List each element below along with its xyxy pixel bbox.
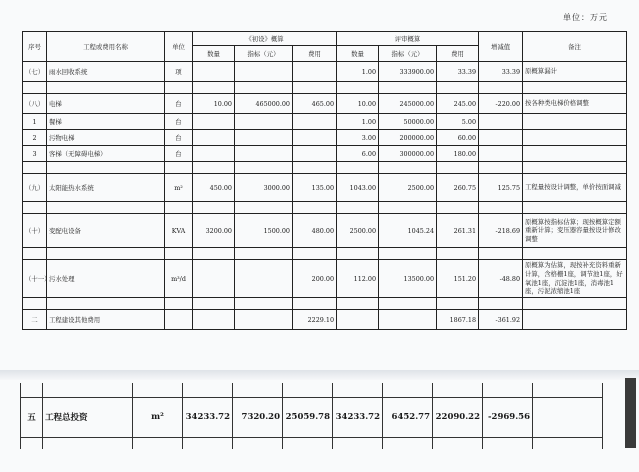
header-p-index: 指标（元） xyxy=(235,46,293,62)
total-diff: -2969.56 xyxy=(483,397,533,437)
cell-r-qty: 1.00 xyxy=(337,62,379,82)
cell-r-qty xyxy=(337,162,379,174)
cell-name: 工程建设其他费用 xyxy=(47,310,165,330)
cell-diff xyxy=(479,130,523,146)
cell-seq: 3 xyxy=(23,146,47,162)
cell-p-idx xyxy=(235,82,293,94)
cell-p-idx xyxy=(235,310,293,330)
budget-table xyxy=(22,31,627,330)
cell-r-idx xyxy=(379,162,437,174)
cell-name xyxy=(47,248,165,260)
cell-note xyxy=(523,114,627,130)
table-row xyxy=(23,94,627,114)
cell-p-cost xyxy=(293,162,337,174)
cell-name xyxy=(47,162,165,174)
cell-diff xyxy=(479,298,523,310)
cell-r-qty xyxy=(337,298,379,310)
cell-p-idx xyxy=(235,248,293,260)
cell-seq: （十） xyxy=(23,214,47,248)
cell-p-qty xyxy=(193,260,235,298)
cell-r-idx: 300000.00 xyxy=(379,146,437,162)
cell-r-idx: 2500.00 xyxy=(379,174,437,202)
cell-p-cost xyxy=(293,114,337,130)
cell-p-idx xyxy=(235,260,293,298)
table-row xyxy=(23,174,627,202)
cell-note: 工程量按设计调整，单价按面调减 xyxy=(523,174,627,202)
cell-p-cost xyxy=(293,82,337,94)
table-row xyxy=(23,260,627,298)
cell-r-qty xyxy=(337,310,379,330)
table-row xyxy=(23,114,627,130)
header-r-cost: 费用 xyxy=(437,46,479,62)
cell-r-idx xyxy=(379,298,437,310)
cell-p-cost: 2229.10 xyxy=(293,310,337,330)
cell-r-idx xyxy=(379,310,437,330)
cell-note xyxy=(523,146,627,162)
total-table xyxy=(20,383,603,449)
cell-name: 污水处理 xyxy=(47,260,165,298)
cell-note xyxy=(523,310,627,330)
header-p-cost: 费用 xyxy=(293,46,337,62)
cell-r-cost: 33.39 xyxy=(437,62,479,82)
cell-seq: （九） xyxy=(23,174,47,202)
cell-name: 污物电梯 xyxy=(47,130,165,146)
table-row xyxy=(23,248,627,260)
header-seq: 序号 xyxy=(23,32,47,62)
cell-name: 电梯 xyxy=(47,94,165,114)
table-row xyxy=(23,162,627,174)
cell-r-cost: 180.00 xyxy=(437,146,479,162)
cell-r-cost xyxy=(437,298,479,310)
cell-note xyxy=(523,162,627,174)
cell-p-qty: 3200.00 xyxy=(193,214,235,248)
cell-unit xyxy=(165,248,193,260)
total-p-index: 7320.20 xyxy=(233,397,283,437)
cell-r-qty: 10.00 xyxy=(337,94,379,114)
cell-r-cost: 5.00 xyxy=(437,114,479,130)
cell-note xyxy=(523,202,627,214)
cell-p-qty xyxy=(193,82,235,94)
table-row xyxy=(23,202,627,214)
header-prelim: 《初设》概算 xyxy=(193,32,337,46)
cell-r-cost xyxy=(437,162,479,174)
cell-p-idx xyxy=(235,146,293,162)
cell-r-cost: 1867.18 xyxy=(437,310,479,330)
header-name: 工程或费用名称 xyxy=(47,32,165,62)
cell-p-qty xyxy=(193,248,235,260)
cell-p-qty xyxy=(193,310,235,330)
cell-diff xyxy=(479,202,523,214)
table-row xyxy=(23,214,627,248)
cell-seq: 2 xyxy=(23,130,47,146)
total-p-cost: 25059.78 xyxy=(283,397,333,437)
cell-p-idx: 1500.00 xyxy=(235,214,293,248)
cell-r-cost: 260.75 xyxy=(437,174,479,202)
unit-label: 单位：万元 xyxy=(563,13,608,22)
total-r-qty: 34233.72 xyxy=(333,397,383,437)
cell-name: 客梯（无障碍电梯） xyxy=(47,146,165,162)
cell-unit: m² xyxy=(165,174,193,202)
cell-note xyxy=(523,298,627,310)
table-row xyxy=(23,310,627,330)
cell-p-qty: 10.00 xyxy=(193,94,235,114)
scan-edge-bar xyxy=(625,378,636,448)
cell-p-qty xyxy=(193,162,235,174)
total-section xyxy=(8,383,602,451)
cell-name xyxy=(47,202,165,214)
cell-unit xyxy=(165,202,193,214)
table-row xyxy=(23,82,627,94)
cell-diff: -220.00 xyxy=(479,94,523,114)
cell-unit: 台 xyxy=(165,94,193,114)
cell-note: 原概算漏计 xyxy=(523,62,627,82)
cell-seq xyxy=(23,298,47,310)
cell-p-cost xyxy=(293,202,337,214)
cell-diff: 125.75 xyxy=(479,174,523,202)
table-row xyxy=(23,298,627,310)
cell-p-cost xyxy=(293,298,337,310)
cell-r-cost xyxy=(437,82,479,94)
cell-p-cost xyxy=(293,62,337,82)
cell-seq xyxy=(23,248,47,260)
cell-p-idx xyxy=(235,162,293,174)
cell-p-idx: 465000.00 xyxy=(235,94,293,114)
cell-diff xyxy=(479,248,523,260)
cell-r-qty xyxy=(337,248,379,260)
header-r-qty: 数量 xyxy=(337,46,379,62)
total-row xyxy=(21,397,603,437)
cell-diff xyxy=(479,146,523,162)
cell-p-qty xyxy=(193,114,235,130)
header-r-index: 指标（元） xyxy=(379,46,437,62)
cell-p-qty xyxy=(193,202,235,214)
cell-r-idx xyxy=(379,202,437,214)
cell-p-cost: 465.00 xyxy=(293,94,337,114)
cell-p-idx xyxy=(235,202,293,214)
cell-p-qty xyxy=(193,298,235,310)
cell-p-cost: 135.00 xyxy=(293,174,337,202)
cell-diff xyxy=(479,82,523,94)
cell-unit: m³/d xyxy=(165,260,193,298)
cell-note xyxy=(523,130,627,146)
cell-p-cost: 480.00 xyxy=(293,214,337,248)
cell-r-cost: 261.31 xyxy=(437,214,479,248)
table-row xyxy=(23,146,627,162)
total-seq: 五 xyxy=(21,397,43,437)
cell-unit xyxy=(165,162,193,174)
cell-r-qty: 3.00 xyxy=(337,130,379,146)
total-p-qty: 34233.72 xyxy=(183,397,233,437)
cell-name: 雨水回收系统 xyxy=(47,62,165,82)
cell-r-qty: 6.00 xyxy=(337,146,379,162)
cell-r-qty xyxy=(337,202,379,214)
cell-note xyxy=(523,82,627,94)
cell-r-idx: 333900.00 xyxy=(379,62,437,82)
cell-seq xyxy=(23,82,47,94)
header-unit: 单位 xyxy=(165,32,193,62)
cell-p-idx xyxy=(235,62,293,82)
cell-seq: （八） xyxy=(23,94,47,114)
total-r-cost: 22090.22 xyxy=(433,397,483,437)
cell-p-idx: 3000.00 xyxy=(235,174,293,202)
cell-r-qty: 2500.00 xyxy=(337,214,379,248)
cell-unit xyxy=(165,82,193,94)
cell-p-qty: 450.00 xyxy=(193,174,235,202)
cell-r-cost: 151.20 xyxy=(437,260,479,298)
cell-seq: （七） xyxy=(23,62,47,82)
cell-r-qty: 1043.00 xyxy=(337,174,379,202)
cell-note: 按各种类电梯价格调整 xyxy=(523,94,627,114)
cell-note xyxy=(523,248,627,260)
cell-diff: -48.80 xyxy=(479,260,523,298)
cell-name: 餐梯 xyxy=(47,114,165,130)
cell-p-qty xyxy=(193,62,235,82)
header-note: 备注 xyxy=(523,32,627,62)
cell-seq xyxy=(23,202,47,214)
cell-seq: 二 xyxy=(23,310,47,330)
cell-unit xyxy=(165,310,193,330)
total-r-index: 6452.77 xyxy=(383,397,433,437)
cell-r-cost xyxy=(437,202,479,214)
cell-r-cost: 60.00 xyxy=(437,130,479,146)
cell-diff xyxy=(479,114,523,130)
cell-r-idx: 200000.00 xyxy=(379,130,437,146)
cell-diff: -361.92 xyxy=(479,310,523,330)
total-name: 工程总投资 xyxy=(43,397,133,437)
cell-r-cost: 245.00 xyxy=(437,94,479,114)
cell-name xyxy=(47,298,165,310)
header-review: 评审概算 xyxy=(337,32,479,46)
cell-name: 太阳能热水系统 xyxy=(47,174,165,202)
cell-r-idx: 50000.00 xyxy=(379,114,437,130)
cell-p-idx xyxy=(235,130,293,146)
cell-name xyxy=(47,82,165,94)
cell-diff xyxy=(479,162,523,174)
cell-unit: 台 xyxy=(165,114,193,130)
fold-shadow xyxy=(0,370,639,380)
cell-unit: 台 xyxy=(165,130,193,146)
header-p-qty: 数量 xyxy=(193,46,235,62)
cell-seq xyxy=(23,162,47,174)
cell-note: 原概算为估算，现按补充资料重新计算，含格栅1座，调节池1座，好氧池1座，沉淀池1座，消毒池1座，污泥浓缩池1座 xyxy=(523,260,627,298)
header-diff: 增减值 xyxy=(479,32,523,62)
cell-diff: -218.69 xyxy=(479,214,523,248)
cell-p-qty xyxy=(193,146,235,162)
cell-seq: （十一） xyxy=(23,260,47,298)
cell-unit xyxy=(165,298,193,310)
cell-note: 原概算按指标估算；现按概算定额重新计算；变压器容量按设计修改调整 xyxy=(523,214,627,248)
cell-p-cost xyxy=(293,248,337,260)
cell-r-idx: 245000.00 xyxy=(379,94,437,114)
table-row xyxy=(23,130,627,146)
cell-diff: 33.39 xyxy=(479,62,523,82)
cell-p-cost xyxy=(293,130,337,146)
cell-r-cost xyxy=(437,248,479,260)
cell-p-cost xyxy=(293,146,337,162)
cell-p-qty xyxy=(193,130,235,146)
cell-name: 变配电设备 xyxy=(47,214,165,248)
table-row xyxy=(23,62,627,82)
cell-r-idx: 13500.00 xyxy=(379,260,437,298)
cell-p-idx xyxy=(235,114,293,130)
cell-r-qty xyxy=(337,82,379,94)
cell-r-idx xyxy=(379,248,437,260)
cell-r-qty: 112.00 xyxy=(337,260,379,298)
cell-p-cost: 200.00 xyxy=(293,260,337,298)
cell-seq: 1 xyxy=(23,114,47,130)
cell-unit: 台 xyxy=(165,146,193,162)
cell-unit: 项 xyxy=(165,62,193,82)
cell-p-idx xyxy=(235,298,293,310)
total-unit: m² xyxy=(133,397,183,437)
cell-r-idx xyxy=(379,82,437,94)
cell-unit: KVA xyxy=(165,214,193,248)
cell-r-qty: 1.00 xyxy=(337,114,379,130)
cell-r-idx: 1045.24 xyxy=(379,214,437,248)
